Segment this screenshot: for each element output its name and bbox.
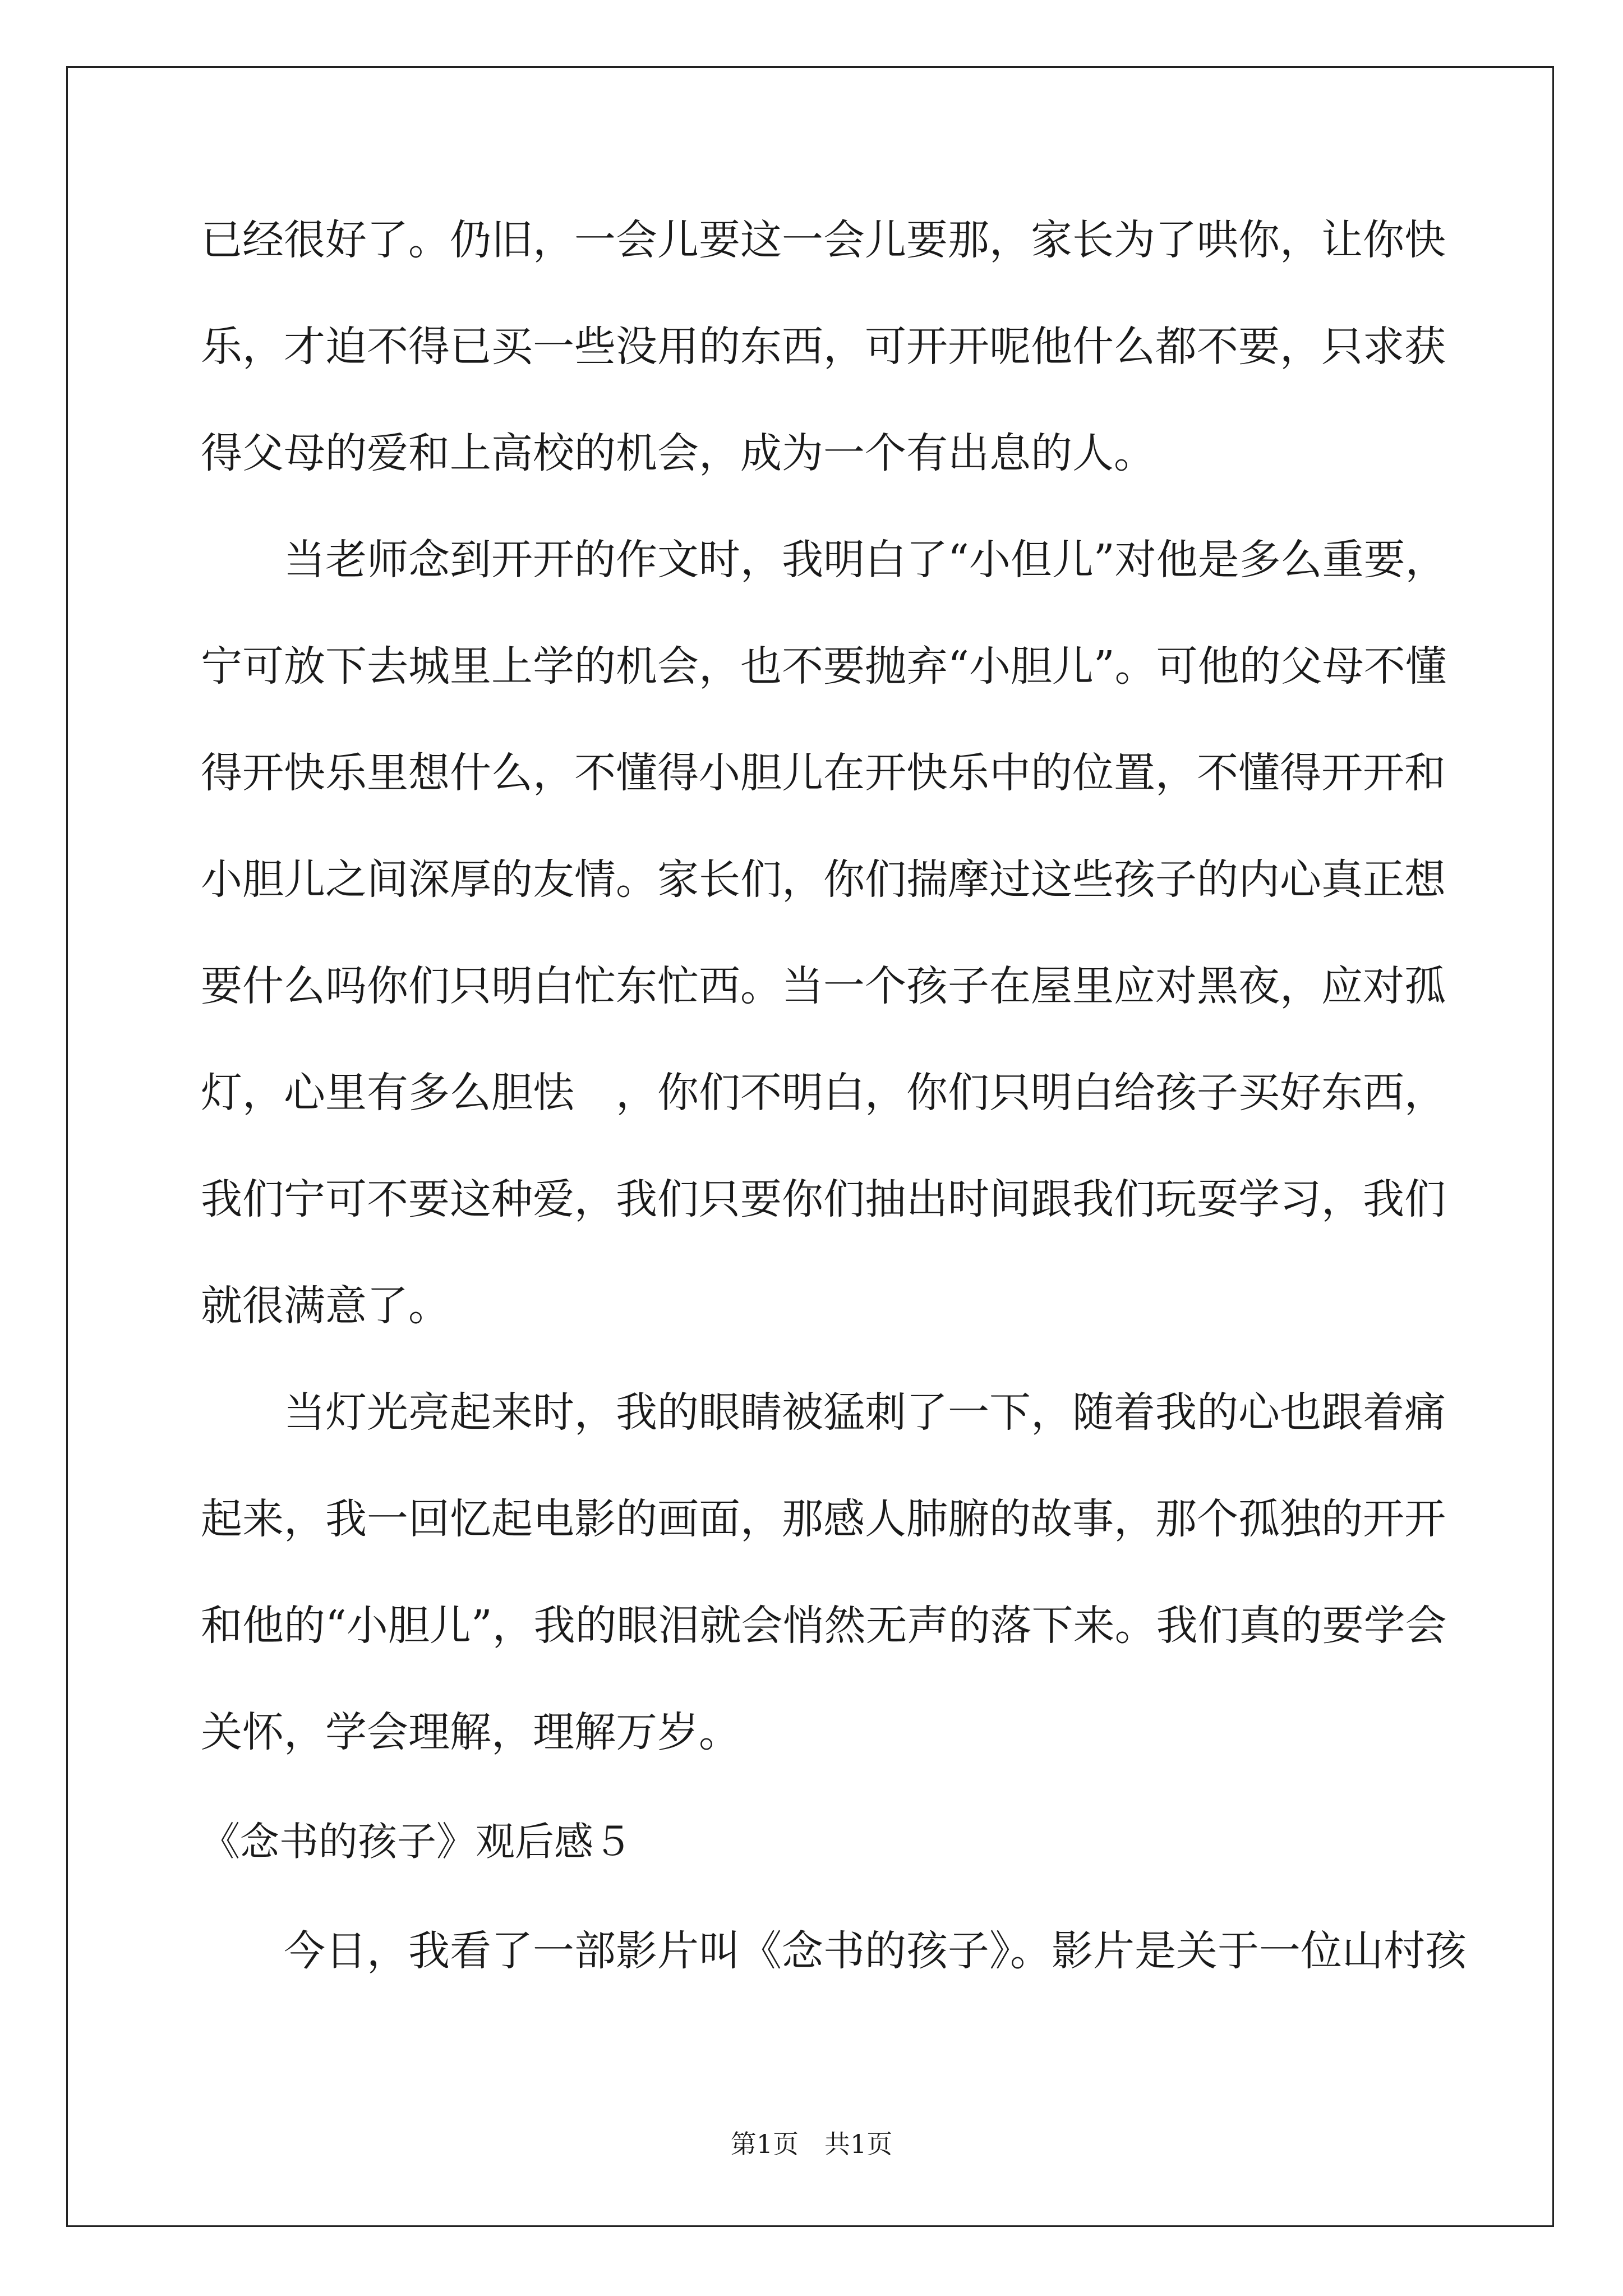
text-line: 小胆儿之间深厚的友情。家长们，你们揣摩过这些孩子的内心真正想 (201, 855, 1446, 904)
text-line: 起来，我一回忆起电影的画面，那感人肺腑的故事，那个孤独的开开 (201, 1495, 1446, 1543)
text-line: 要什么吗你们只明白忙东忙西。当一个孩子在屋里应对黑夜，应对孤 (201, 962, 1446, 1010)
text-line: 我们宁可不要这种爱，我们只要你们抽出时间跟我们玩耍学习，我们 (201, 1175, 1446, 1223)
section-heading: 《念书的孩子》观后感５ (201, 1819, 633, 1865)
text-line: 乐，才迫不得已买一些没用的东西，可开开呢他什么都不要，只求获 (201, 323, 1446, 371)
text-line: 和他的“小胆儿”，我的眼泪就会悄然无声的落下来。我们真的要学会 (201, 1602, 1447, 1650)
text-line: 当灯光亮起来时，我的眼睛被猛刺了一下，随着我的心也跟着痛 (201, 1388, 1446, 1437)
text-line: 关怀，学会理解，理解万岁。 (201, 1708, 740, 1756)
text-line: 今日，我看了一部影片叫《念书的孩子》。影片是关于一位山村孩 (201, 1927, 1467, 1975)
text-line: 灯，心里有多么胆怯 ，你们不明白，你们只明白给孩子买好东西， (201, 1069, 1446, 1117)
text-line: 就很满意了。 (201, 1282, 450, 1330)
text-line: 当老师念到开开的作文时，我明白了“小但儿”对他是多么重要， (201, 536, 1447, 584)
text-line: 宁可放下去城里上学的机会，也不要抛弃“小胆儿”。可他的父母不懂 (201, 642, 1447, 691)
text-line: 得开快乐里想什么，不懂得小胆儿在开快乐中的位置，不懂得开开和 (201, 749, 1446, 797)
text-line: 已经很好了。仍旧，一会儿要这一会儿要那，家长为了哄你，让你快 (201, 216, 1446, 264)
text-line: 得父母的爱和上高校的机会，成为一个有出息的人。 (201, 429, 1155, 477)
page-footer: 第1页 共1页 (730, 2129, 893, 2159)
page-border (66, 66, 1554, 2227)
